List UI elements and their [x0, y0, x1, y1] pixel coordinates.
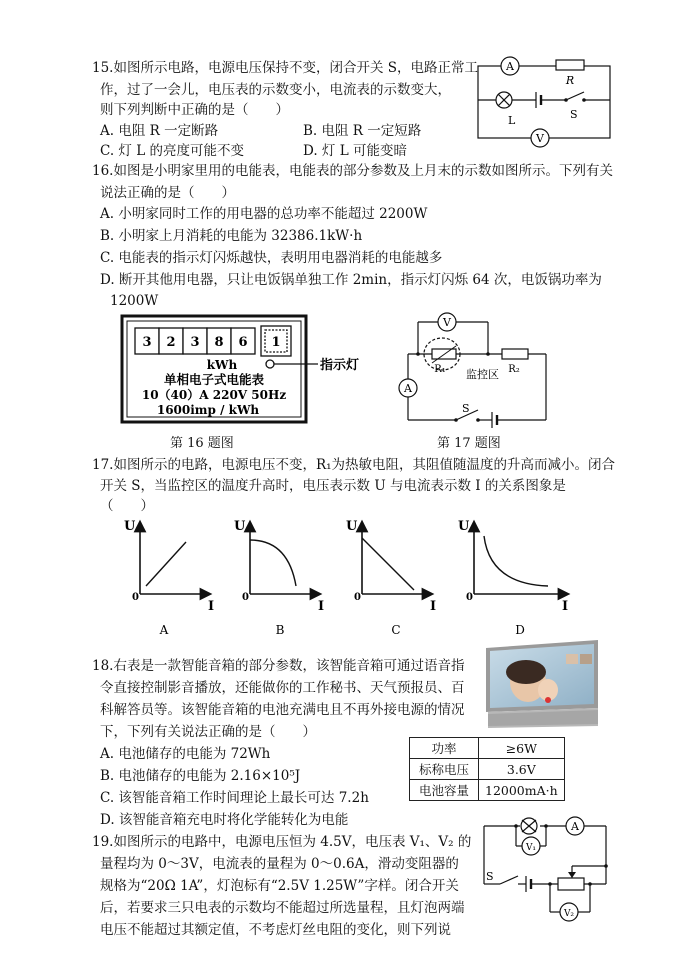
meter-spec-1: 10（40）A 220V 50Hz	[141, 388, 287, 402]
graph-c-label: C	[391, 623, 401, 637]
meter-name: 单相电子式电能表	[163, 372, 265, 387]
q16-option-a[interactable]: A. 小明家同时工作的用电器的总功率不能超过 2200W	[100, 206, 428, 222]
graph-c-y-label: U	[346, 519, 358, 534]
q15-switch-label: S	[570, 108, 578, 121]
q19-line-2: 量程均为 0～3V，电流表的量程为 0～0.6A，滑动变阻器的	[100, 856, 459, 872]
graph-c-origin: 0	[354, 592, 361, 603]
q19-line-5: 电压不能超过其额定值，不考虑灯丝电阻的变化，则下列说	[100, 922, 451, 938]
q15-lamp-label: L	[508, 114, 516, 127]
graph-b-curve	[250, 540, 296, 586]
q19-switch-label: S	[486, 870, 494, 883]
graph-a-origin: 0	[132, 592, 139, 603]
q15-option-b[interactable]: B. 电阻 R 一定短路	[303, 123, 422, 139]
table-row	[410, 780, 565, 801]
q17-circuit-diagram	[396, 310, 552, 432]
q19-circuit-diagram	[478, 814, 612, 926]
graph-c-curve	[362, 538, 414, 590]
q15-option-d[interactable]: D. 灯 L 可能变暗	[303, 143, 407, 159]
table-row	[410, 738, 565, 759]
q15-resistor-icon	[556, 60, 584, 70]
meter-digit-3: 3	[190, 335, 200, 350]
q15-resistor-label: R	[565, 74, 575, 87]
q17-ammeter-label: A	[404, 382, 412, 395]
graph-a-label: A	[159, 623, 169, 637]
graph-a-curve	[146, 542, 186, 586]
q15-ammeter-label: A	[506, 60, 514, 73]
q17-graph-options	[118, 514, 578, 640]
q19-line-4: 后，若要求三只电表的示数均不能超过所选量程，且灯泡两端	[100, 900, 465, 916]
q19-line-3: 规格为“20Ω 1A”，灯泡标有“2.5V 1.25W”字样。闭合开关	[100, 878, 459, 894]
graph-d-origin: 0	[466, 592, 473, 603]
q18-line-4: 下，下列有关说法正确的是（ ）	[100, 724, 316, 740]
meter-digit-6: 1	[271, 335, 281, 350]
table-cell: 3.6V	[479, 759, 565, 780]
q16-option-c[interactable]: C. 电能表的指示灯闪烁越快，表明用电器消耗的电能越多	[100, 250, 443, 266]
q17-r2-label: R₂	[508, 364, 520, 375]
q15-line-2: 作，过了一会儿，电压表的示数变小，电流表的示数变大，	[100, 82, 451, 98]
meter-indicator-label: 指示灯	[320, 358, 360, 373]
table-row	[410, 759, 565, 780]
q16-option-b[interactable]: B. 小明家上月消耗的电能为 32386.1kW·h	[100, 228, 363, 244]
q17-voltmeter-label: V	[443, 316, 451, 329]
q17-line-2: 开关 S，当监控区的温度升高时，电压表示数 U 与电流表示数 I 的关系图象是	[100, 478, 566, 494]
table-cell: 电池容量	[410, 780, 479, 801]
q16-figure-caption: 第 16 题图	[170, 436, 234, 451]
q17-line-3: （ ）	[100, 498, 154, 514]
speaker-parameter-table	[409, 737, 565, 801]
graph-a-y-label: U	[124, 519, 136, 534]
q17-r1-label: R₁	[434, 364, 446, 375]
q18-option-b[interactable]: B. 电池储存的电能为 2.16×10⁵J	[100, 768, 301, 784]
graph-b-y-label: U	[234, 519, 246, 534]
q16-option-d-cont: 1200W	[110, 293, 159, 309]
q18-option-d[interactable]: D. 该智能音箱充电时将化学能转化为电能	[100, 812, 349, 828]
q19-ammeter-label: A	[571, 820, 579, 833]
q16-option-d[interactable]: D. 断开其他用电器，只让电饭锅单独工作 2min，指示灯闪烁 64 次，电饭锅功率为	[100, 272, 602, 288]
graph-b-origin: 0	[242, 592, 249, 603]
q15-voltmeter-label: V	[536, 132, 544, 145]
q17-figure-caption: 第 17 题图	[437, 436, 501, 451]
q19-v2-label: V₂	[563, 909, 575, 919]
graph-b-x-label: I	[318, 599, 325, 614]
table-cell: ≥6W	[479, 738, 565, 759]
q19-v1-label: V₁	[525, 843, 537, 853]
graph-d-curve	[484, 536, 548, 586]
q16-line-1: 16.如图是小明家里用的电能表，电能表的部分参数及上月末的示数如图所示。下列有关	[92, 163, 613, 179]
meter-spec-2: 1600imp / kWh	[156, 403, 260, 417]
graph-a-x-label: I	[208, 599, 215, 614]
q17-line-1: 17.如图所示的电路，电源电压不变，R₁为热敏电阻，其阻值随温度的升高而减小。闭合	[92, 457, 616, 473]
q19-line-1: 19.如图所示的电路中，电源电压恒为 4.5V，电压表 V₁、V₂ 的	[92, 834, 472, 850]
graph-c-x-label: I	[430, 599, 437, 614]
q15-option-a[interactable]: A. 电阻 R 一定断路	[100, 123, 219, 139]
table-cell: 标称电压	[410, 759, 479, 780]
q15-line-3: 则下列判断中正确的是（ ）	[100, 102, 289, 118]
q17-r2-icon	[502, 349, 528, 359]
graph-d-y-label: U	[458, 519, 470, 534]
q19-rheostat-icon	[558, 878, 584, 890]
table-cell: 12000mA·h	[479, 780, 565, 801]
q16-line-2: 说法正确的是（ ）	[100, 185, 235, 201]
q15-circuit-diagram	[474, 54, 614, 150]
q18-line-3: 科解答员等。该智能音箱的电池充满电且不再外接电源的情况	[100, 702, 465, 718]
q18-option-c[interactable]: C. 该智能音箱工作时间理论上最长可达 7.2h	[100, 790, 369, 806]
smart-speaker-image	[480, 634, 604, 730]
graph-d-x-label: I	[562, 599, 569, 614]
meter-indicator-light-icon	[266, 360, 274, 368]
q15-line-1: 15.如图所示电路，电源电压保持不变，闭合开关 S，电路正常工	[92, 60, 479, 76]
q16-energy-meter	[120, 314, 380, 426]
meter-digit-1: 3	[142, 335, 152, 350]
meter-digit-5: 6	[238, 335, 248, 350]
q15-option-c[interactable]: C. 灯 L 的亮度可能不变	[100, 143, 244, 159]
q17-zone-label: 监控区	[466, 368, 499, 381]
graph-b-label: B	[275, 623, 285, 637]
table-cell: 功率	[410, 738, 479, 759]
q17-switch-label: S	[462, 402, 470, 415]
meter-digit-4: 8	[214, 335, 224, 350]
graph-d-label: D	[515, 623, 525, 637]
q18-line-1: 18.右表是一款智能音箱的部分参数，该智能音箱可通过语音指	[92, 658, 465, 674]
meter-unit: kWh	[206, 358, 238, 372]
q18-option-a[interactable]: A. 电池储存的电能为 72Wh	[100, 746, 271, 762]
q18-line-2: 令直接控制影音播放，还能做你的工作秘书、天气预报员、百	[100, 680, 465, 696]
meter-digit-2: 2	[166, 335, 176, 350]
